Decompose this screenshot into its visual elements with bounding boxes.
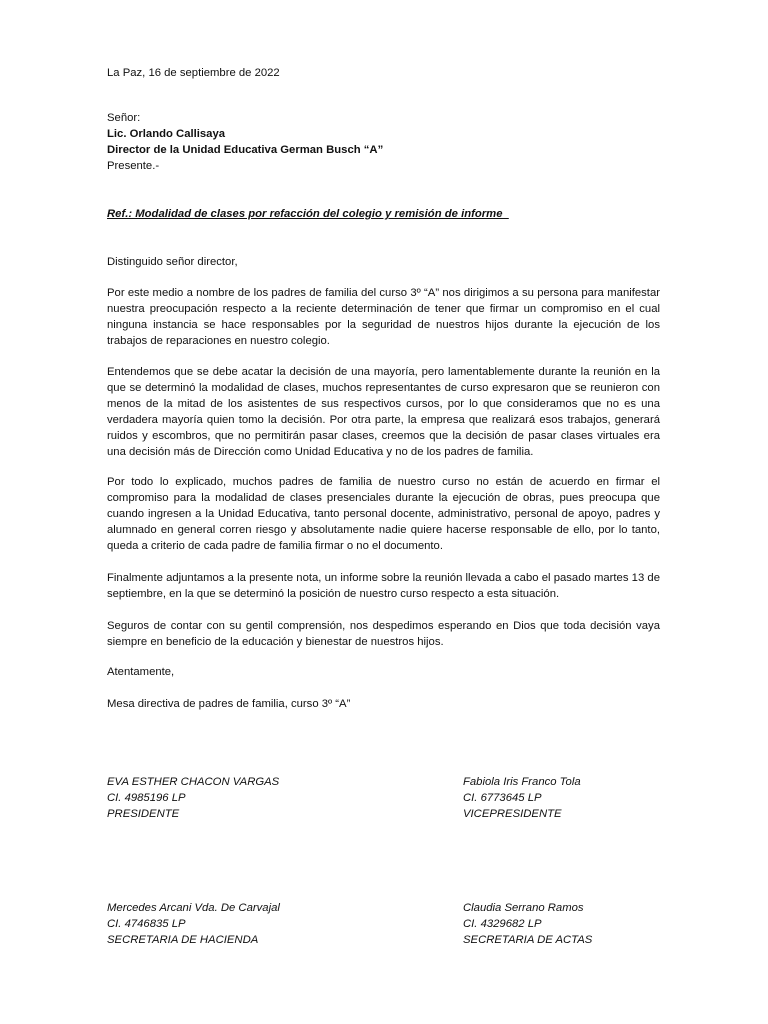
closing: Atentamente, — [107, 666, 175, 678]
body-paragraph-5: Seguros de contar con su gentil comprensión, nos despedimos esperando en Dios que toda decisión vaya siempre en beneficio de la educación y bienestar de nuestros hijos. — [107, 620, 660, 648]
signature-block-president — [107, 774, 367, 822]
signature-ci: CI. 4985196 LP — [107, 792, 186, 804]
signature-role: SECRETARIA DE ACTAS — [463, 934, 593, 946]
recipient-block — [107, 110, 660, 174]
signature-ci: CI. 6773645 LP — [463, 792, 542, 804]
signature-name: Mercedes Arcani Vda. De Carvajal — [107, 902, 280, 914]
recipient-presente: Presente.- — [107, 160, 160, 172]
signature-role: VICEPRESIDENTE — [463, 808, 562, 820]
recipient-salutation-title: Señor: — [107, 112, 141, 124]
signature-name: Fabiola Iris Franco Tola — [463, 776, 581, 788]
signature-block-vicepresident — [463, 774, 723, 822]
signature-role: SECRETARIA DE HACIENDA — [107, 934, 259, 946]
signature-ci: CI. 4746835 LP — [107, 918, 186, 930]
body-paragraph-4: Finalmente adjuntamos a la presente nota, un informe sobre la reunión llevada a cabo el pasado martes 13 de septiembre, en la que se determinó la posición de nuestro curso respecto a esta situación. — [107, 572, 660, 600]
greeting: Distinguido señor director, — [107, 256, 238, 268]
committee-line: Mesa directiva de padres de familia, curso 3º “A” — [107, 698, 351, 710]
signature-block-secretary — [463, 900, 723, 948]
letter-date: La Paz, 16 de septiembre de 2022 — [107, 67, 280, 79]
recipient-name: Lic. Orlando Callisaya — [107, 128, 226, 140]
recipient-position: Director de la Unidad Educativa German Busch “A” — [107, 144, 384, 156]
signature-block-treasurer — [107, 900, 367, 948]
body-paragraph-2: Entendemos que se debe acatar la decisión de una mayoría, pero lamentablemente durante la reunión en la que se determinó la modalidad de clases, muchos representantes de curso expresaron que se reunieron con menos de la mitad de los asistentes de sus respectivos cursos, por lo que consideramos que no es una verdadera mayoría quien tomo la decisión. Por otra parte, la empresa que realizará esos trabajos, generará ruidos y escombros, que no permitirán pasar clases, creemos que la decisión de pasar clases virtuales era una decisión más de Dirección como Unidad Educativa y no de los padres de familia. — [107, 366, 660, 458]
signature-role: PRESIDENTE — [107, 808, 180, 820]
signature-name: Claudia Serrano Ramos — [463, 902, 584, 914]
signature-name: EVA ESTHER CHACON VARGAS — [107, 776, 280, 788]
body-paragraph-1: Por este medio a nombre de los padres de familia del curso 3º “A” nos dirigimos a su persona para manifestar nuestra preocupación respecto a la reciente determinación de tener que firmar un compromiso en el cual ninguna instancia se hace responsables por la seguridad de nuestros hijos durante la ejecución de los trabajos de reparaciones en nuestro colegio. — [107, 287, 660, 347]
body-paragraph-3: Por todo lo explicado, muchos padres de familia de nuestro curso no están de acuerdo en firmar el compromiso para la modalidad de clases presenciales durante la ejecución de obras, pues preocupa que cuando ingresen a la Unidad Educativa, tanto personal docente, administrativo, personal de apoyo, padres y alumnado en general corren riesgo y absolutamente nadie quiere hacerse responsable de ello, por lo tanto, queda a criterio de cada padre de familia firmar o no el documento. — [107, 476, 660, 552]
reference-line: Ref.: Modalidad de clases por refacción del colegio y remisión de informe — [107, 208, 509, 220]
signature-ci: CI. 4329682 LP — [463, 918, 542, 930]
